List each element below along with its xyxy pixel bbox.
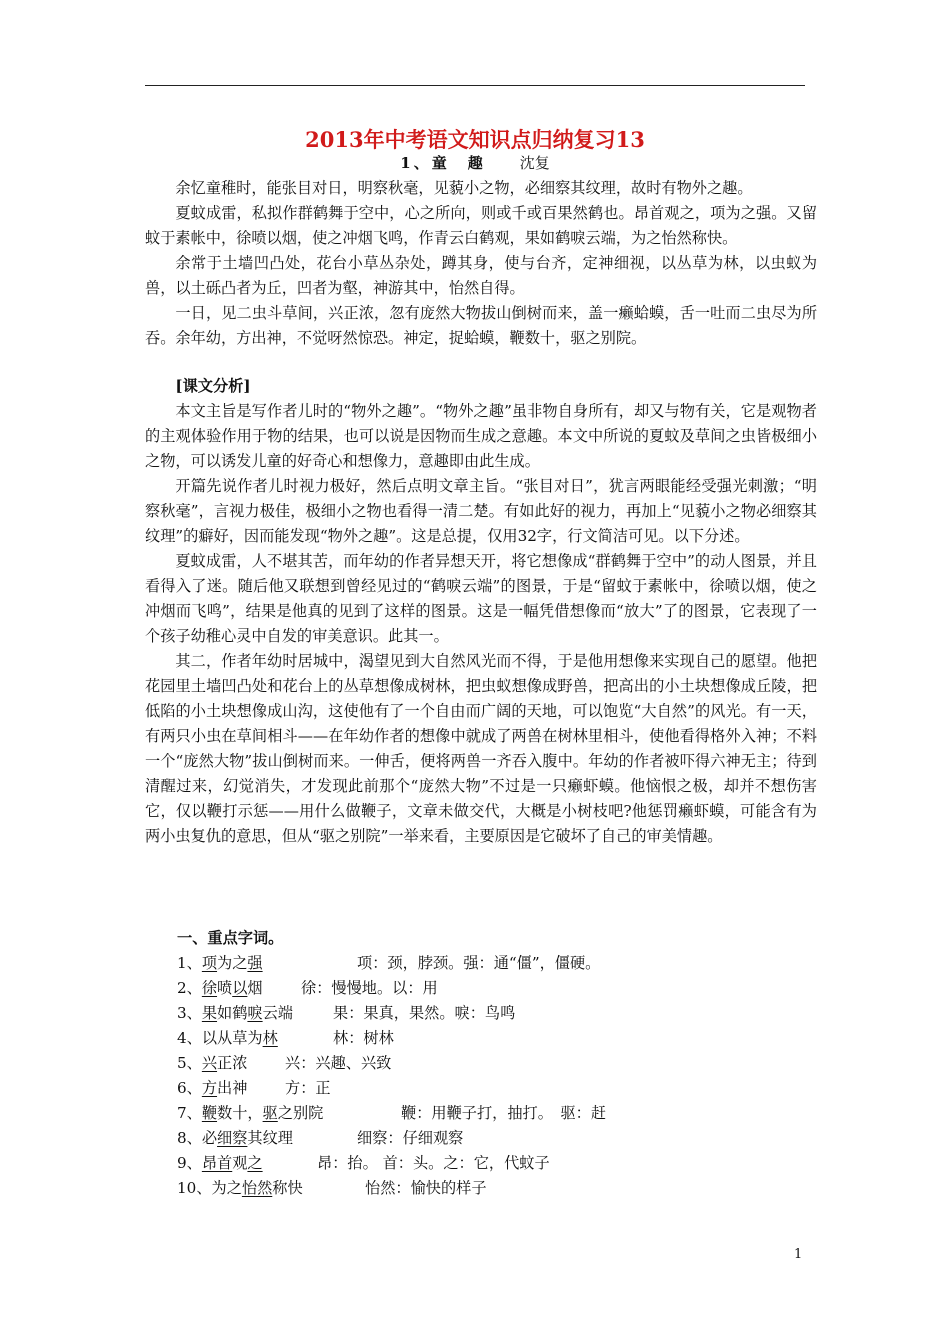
term-text: 9、 [177,1154,202,1172]
vocab-term [177,1076,257,1101]
key-character: 细察 [217,1129,248,1147]
term-text: 为之 [217,954,248,972]
term-text: 观 [232,1154,248,1172]
vocab-item [177,976,817,1001]
key-character: 强 [247,954,263,972]
key-character: 唳 [247,1004,263,1022]
analysis-heading: [课文分析] [175,377,251,395]
key-character: 之 [247,1154,263,1172]
term-text: 4、以从草为 [177,1029,263,1047]
key-character: 兴 [201,1054,218,1072]
vocab-item [177,1176,817,1201]
original-paragraph: 一日，见二虫斗草间，兴正浓，忽有庞然大物拔山倒树而来，盖一癞蛤蟆，舌一吐而二虫尽为所吞。余年幼，方出神，不觉呀然惊恐。神定，捉蛤蟆，鞭数十，驱之别院。 [145,304,817,347]
vocab-item [177,1076,817,1101]
analysis-paragraph: 夏蚊成雷，人不堪其苦，而年幼的作者异想天开，将它想像成“群鹤舞于空中”的动人图景，并且看得入了迷。随后他又联想到曾经见过的“鹤唳云端”的图景，于是“留蚊于素帐中，徐喷以烟，使之冲烟而飞鸣”，结果是他真的见到了这样的图景。这是一幅凭借想像而“放大”了的图景，它表现了一个孩子幼稚心灵中自发的审美意识。此其一。 [145,552,817,645]
vocab-definition: 项：颈，脖颈。强：通“僵”，僵硬。 [357,954,601,972]
vocab-item [177,1101,817,1126]
key-character: 鞭 [201,1104,218,1122]
analysis-paragraph: 其二，作者年幼时居城中，渴望见到大自然风光而不得，于是他用想像来实现自己的愿望。他把花园里土墙凹凸处和花台上的丛草想像成树林，把虫蚁想像成野兽，把高出的小土块想像成丘陵，把低陷的小土块想像成山沟，这使他有了一个自由而广阔的天地，可以饱览“大自然”的风光。有一天，有两只小虫在草间相斗——在年幼作者的想像中就成了两兽在树林里相斗，使他看得格外入神；不料一个“庞然大物”拔山倒树而来。一伸舌，便将两兽一齐吞入腹中。年幼的作者被吓得六神无主；待到清醒过来，幻觉消失，才发现此前那个“庞然大物”不过是一只癞虾蟆。他恼恨之极，却并不想伤害它，仅以鞭打示惩——用什么做鞭子，文章未做交代，大概是小树枝吧?他惩罚癞虾蟆，可能含有为两小虫复仇的意思，但从“驱之别院”一举来看，主要原因是它破坏了自己的审美情趣。 [145,652,817,845]
term-text: 7、 [177,1104,202,1122]
key-character: 林 [262,1029,278,1047]
term-text: 之别院 [277,1104,324,1122]
vocab-definition: 兴：兴趣、兴致 [285,1054,392,1072]
term-text: 烟 [247,979,263,997]
original-paragraph: 余忆童稚时，能张目对日，明察秋毫，见藐小之物，必细察其纹理，故时有物外之趣。 [175,179,753,197]
page-number: 1 [794,1247,803,1262]
term-text: 喷 [217,979,233,997]
vocab-item [177,1051,817,1076]
vocab-term [177,1151,289,1176]
vocab-term [177,1126,329,1151]
term-text: 8、必 [177,1129,218,1147]
vocab-definition: 果：果真，果然。唳：鸟鸣 [333,1004,516,1022]
vocab-term [177,951,329,976]
term-text: 正浓 [217,1054,248,1072]
key-character: 怡然 [241,1179,273,1197]
vocab-term [177,1026,305,1051]
page-title: 2013年中考语文知识点归纳复习13 [305,127,645,152]
vocab-item [177,1151,817,1176]
original-paragraph: 余常于土墙凹凸处，花台小草丛杂处，蹲其身，使与台齐，定神细视，以丛草为林，以虫蚁为兽，以土砾凸者为丘，凹者为壑，神游其中，怡然自得。 [145,254,817,297]
vocab-term [177,1051,257,1076]
term-text: 6、 [177,1079,202,1097]
vocab-item [177,951,817,976]
analysis-section [145,374,817,849]
term-text: 如鹤 [217,1004,248,1022]
vocab-definition: 鞭：用鞭子打，抽打。 驱：赶 [401,1104,607,1122]
key-character: 项 [201,954,218,972]
term-text: 其纹理 [247,1129,293,1147]
vocab-definition: 怡然：愉快的样子 [365,1179,487,1197]
vocab-item [177,1026,817,1051]
header-rule [145,85,805,86]
vocab-heading: 一、重点字词。 [177,929,284,947]
lesson-heading-line [0,152,950,174]
term-text: 3、 [177,1004,202,1022]
vocab-definition: 徐：慢慢地。以：用 [301,979,438,997]
term-text: 1、 [177,954,202,972]
term-text: 2、 [177,979,202,997]
analysis-paragraph: 本文主旨是写作者儿时的“物外之趣”。“物外之趣”虽非物自身所有，却又与物有关，它是观物者的主观体验作用于物的结果，也可以说是因物而生成之意趣。本文中所说的夏蚊及草间之虫皆极细小之物，可以诱发儿童的好奇心和想像力，意趣即由此生成。 [145,402,817,470]
key-character: 昂首 [201,1154,233,1172]
vocab-item [177,1126,817,1151]
term-text: 云端 [262,1004,293,1022]
author-name: 沈复 [519,154,550,172]
term-text: 称快 [272,1179,303,1197]
vocab-term [177,976,273,1001]
key-character: 果 [201,1004,218,1022]
vocab-item [177,1001,817,1026]
vocab-list [177,951,817,1201]
analysis-paragraph: 开篇先说作者儿时视力极好，然后点明文章主旨。“张目对日”，犹言两眼能经受强光刺激；“明察秋毫”，言视力极佳，极细小之物也看得一清二楚。有如此好的视力，再加上“见藐小之物必细察其纹理”的癖好，因而能发现“物外之趣”。这是总提，仅用32字，行文简洁可见。以下分述。 [145,477,817,545]
term-text: 数十， [217,1104,263,1122]
vocab-definition: 昂：抬。 首：头。之：它，代蚊子 [317,1154,550,1172]
vocab-section [177,926,817,1201]
vocab-term [177,1001,305,1026]
term-text: 10、为之 [177,1179,242,1197]
key-character: 驱 [262,1104,278,1122]
term-text: 出神 [217,1079,248,1097]
vocab-term [177,1101,373,1126]
original-paragraph: 夏蚊成雷，私拟作群鹤舞于空中，心之所向，则或千或百果然鹤也。昂首观之，项为之强。又留蚊于素帐中，徐喷以烟，使之冲烟飞鸣，作青云白鹤观，果如鹤唳云端，为之怡然称快。 [145,204,817,247]
vocab-definition: 方：正 [285,1079,331,1097]
key-character: 徐 [201,979,218,997]
lesson-heading: 1、童 趣 [400,154,486,172]
term-text: 5、 [177,1054,202,1072]
key-character: 以 [232,979,248,997]
vocab-definition: 林：树林 [333,1029,394,1047]
vocab-term [177,1176,337,1201]
key-character: 方 [201,1079,218,1097]
vocab-definition: 细察：仔细观察 [357,1129,464,1147]
original-text [145,176,817,351]
